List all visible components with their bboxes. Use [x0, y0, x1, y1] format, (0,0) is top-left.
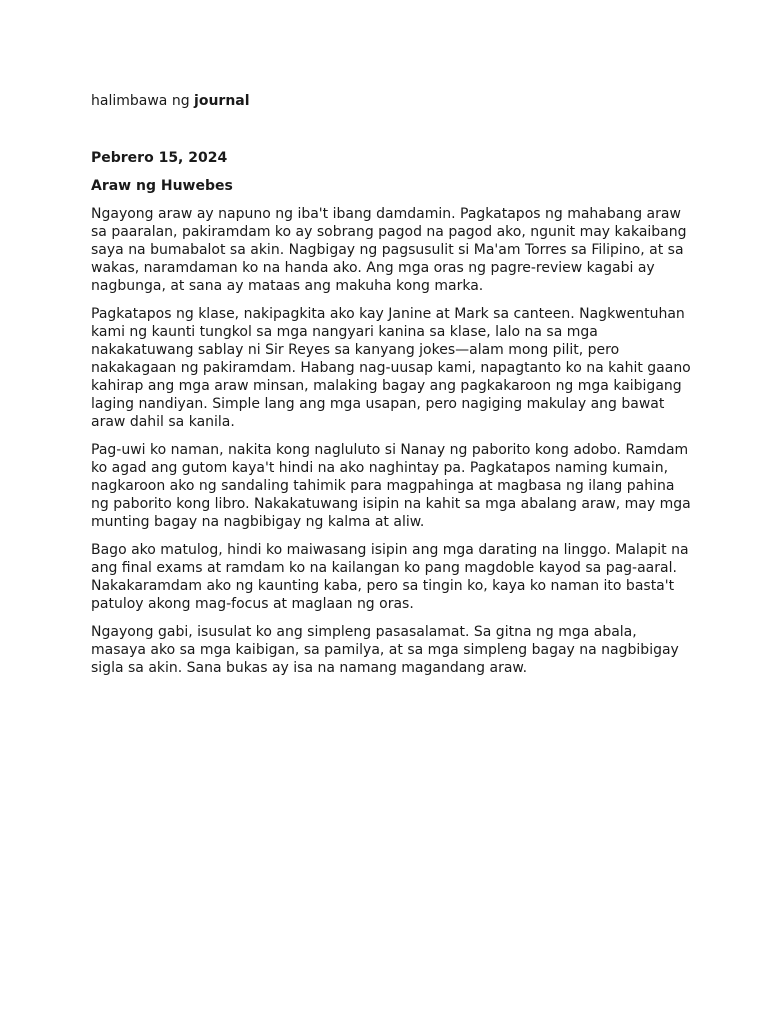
journal-paragraph-1: Ngayong araw ay napuno ng iba't ibang damdamin. Pagkatapos ng mahabang araw sa paaralan, pakiramdam ko ay sobrang pagod na pagod ako, ngunit may kakaibang saya na bumabalot sa akin. Nagbigay ng pagsusulit si Ma'am Torres sa Filipino, at sa wakas, naramdaman ko na handa ako. Ang mga oras ng pagre-review kagabi ay nagbunga, at sana ay mataas ang makuha kong marka.: [91, 206, 687, 294]
heading-prefix: halimbawa ng: [91, 93, 195, 109]
journal-day: Araw ng Huwebes: [91, 178, 233, 194]
document-heading: [91, 92, 691, 110]
journal-page: [91, 92, 691, 677]
heading-bold-word: journal: [194, 93, 250, 109]
journal-paragraph-4: Bago ako matulog, hindi ko maiwasang isipin ang mga darating na linggo. Malapit na ang final exams at ramdam ko na kailangan ko pang magdoble kayod sa pag-aaral. Nakakaramdam ako ng kaunting kaba, pero sa tingin ko, kaya ko naman ito basta't patuloy akong mag-focus at maglaan ng oras.: [91, 542, 689, 612]
journal-date: Pebrero 15, 2024: [91, 150, 228, 166]
journal-paragraph-5: Ngayong gabi, isusulat ko ang simpleng pasasalamat. Sa gitna ng mga abala, masaya ako sa mga kaibigan, sa pamilya, at sa mga simpleng bagay na nagbibigay sigla sa akin. Sana bukas ay isa na namang magandang araw.: [91, 624, 679, 676]
journal-paragraph-2: Pagkatapos ng klase, nakipagkita ako kay Janine at Mark sa canteen. Nagkwentuhan kami ng kaunti tungkol sa mga nangyari kanina sa klase, lalo na sa mga nakakatuwang sablay ni Sir Reyes sa kanyang jokes—alam mong pilit, pero nakakagaan ng pakiramdam. Habang nag-uusap kami, napagtanto ko na kahit gaano kahirap ang mga araw minsan, malaking bagay ang pagkakaroon ng mga kaibigang laging nandiyan. Simple lang ang mga usapan, pero nagiging makulay ang bawat araw dahil sa kanila.: [91, 306, 691, 430]
journal-paragraph-3: Pag-uwi ko naman, nakita kong nagluluto si Nanay ng paborito kong adobo. Ramdam ko agad ang gutom kaya't hindi na ako naghintay pa. Pagkatapos naming kumain, nagkaroon ako ng sandaling tahimik para magpahinga at magbasa ng ilang pahina ng paborito kong libro. Nakakatuwang isipin na kahit sa mga abalang araw, may mga munting bagay na nagbibigay ng kalma at aliw.: [91, 442, 691, 530]
